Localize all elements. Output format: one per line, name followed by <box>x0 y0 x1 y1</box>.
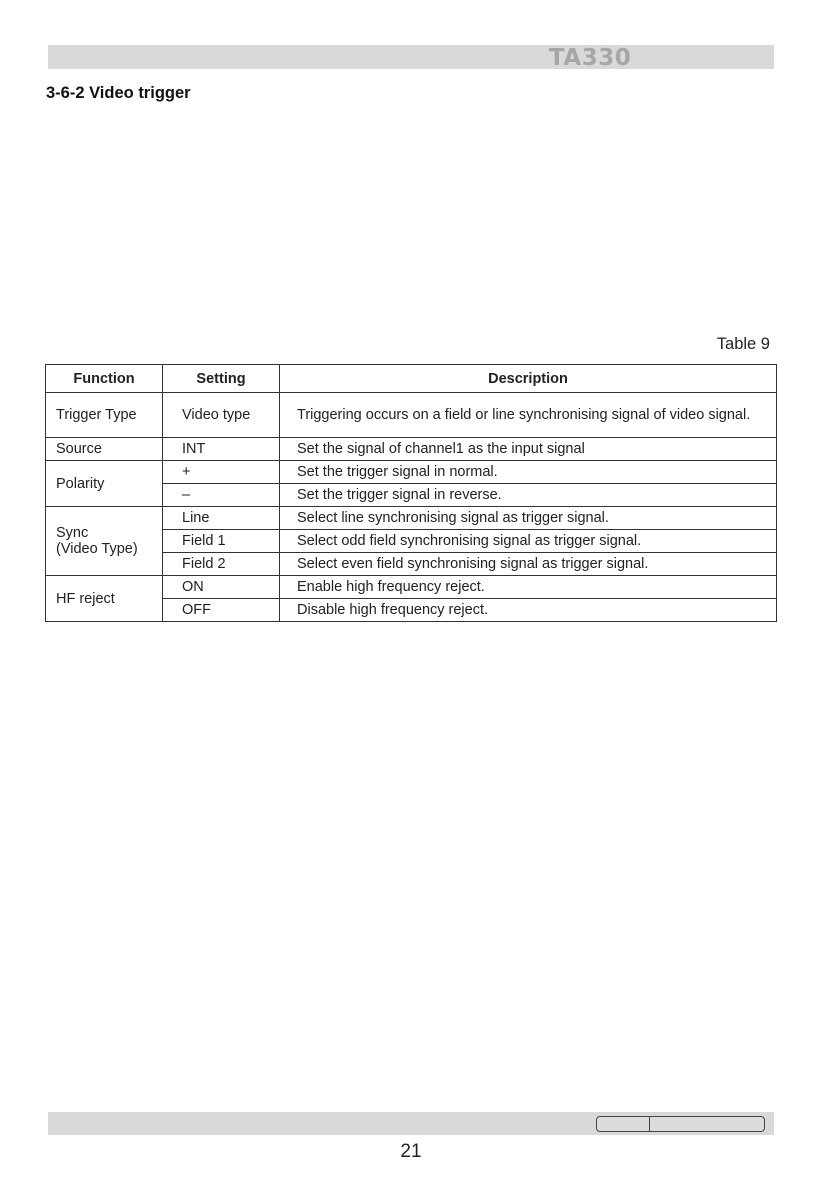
description-cell: Triggering occurs on a field or line synchronising signal of video signal. <box>280 393 777 438</box>
setting-cell: Field 1 <box>163 530 280 553</box>
description-cell: Select even field synchronising signal as trigger signal. <box>280 553 777 576</box>
setting-cell: ON <box>163 576 280 599</box>
description-cell: Set the trigger signal in reverse. <box>280 484 777 507</box>
table-caption: Table 9 <box>716 335 770 353</box>
description-cell: Disable high frequency reject. <box>280 599 777 622</box>
function-cell: Source <box>46 438 163 461</box>
function-cell-sync <box>46 507 163 576</box>
page-number: 21 <box>400 1141 422 1162</box>
footer-decoration-divider <box>649 1116 650 1132</box>
description-cell: Enable high frequency reject. <box>280 576 777 599</box>
table-header-row <box>46 365 777 393</box>
function-cell: Trigger Type <box>46 393 163 438</box>
setting-cell: Field 2 <box>163 553 280 576</box>
function-cell: Polarity <box>46 461 163 507</box>
video-trigger-table <box>45 364 777 622</box>
setting-cell: OFF <box>163 599 280 622</box>
column-header-function: Function <box>46 365 163 393</box>
table-row-hf-reject-on <box>46 576 777 599</box>
description-cell: Set the signal of channel1 as the input signal <box>280 438 777 461</box>
setting-cell: + <box>163 461 280 484</box>
table-row-source <box>46 438 777 461</box>
setting-cell: Video type <box>163 393 280 438</box>
function-label-video-type: (Video Type) <box>56 541 138 557</box>
function-label-sync: Sync <box>56 525 89 541</box>
setting-cell: – <box>163 484 280 507</box>
setting-cell: Line <box>163 507 280 530</box>
header-title: TA330 <box>549 45 632 71</box>
table-row-trigger-type <box>46 393 777 438</box>
table-row-polarity-normal <box>46 461 777 484</box>
description-cell: Select line synchronising signal as trigger signal. <box>280 507 777 530</box>
header-bar <box>48 45 774 69</box>
footer-decoration <box>596 1116 765 1132</box>
column-header-description: Description <box>280 365 777 393</box>
column-header-setting: Setting <box>163 365 280 393</box>
description-cell: Set the trigger signal in normal. <box>280 461 777 484</box>
setting-cell: INT <box>163 438 280 461</box>
description-cell: Select odd field synchronising signal as trigger signal. <box>280 530 777 553</box>
table-row-sync-line <box>46 507 777 530</box>
function-cell: HF reject <box>46 576 163 622</box>
section-heading: 3-6-2 Video trigger <box>46 84 191 102</box>
